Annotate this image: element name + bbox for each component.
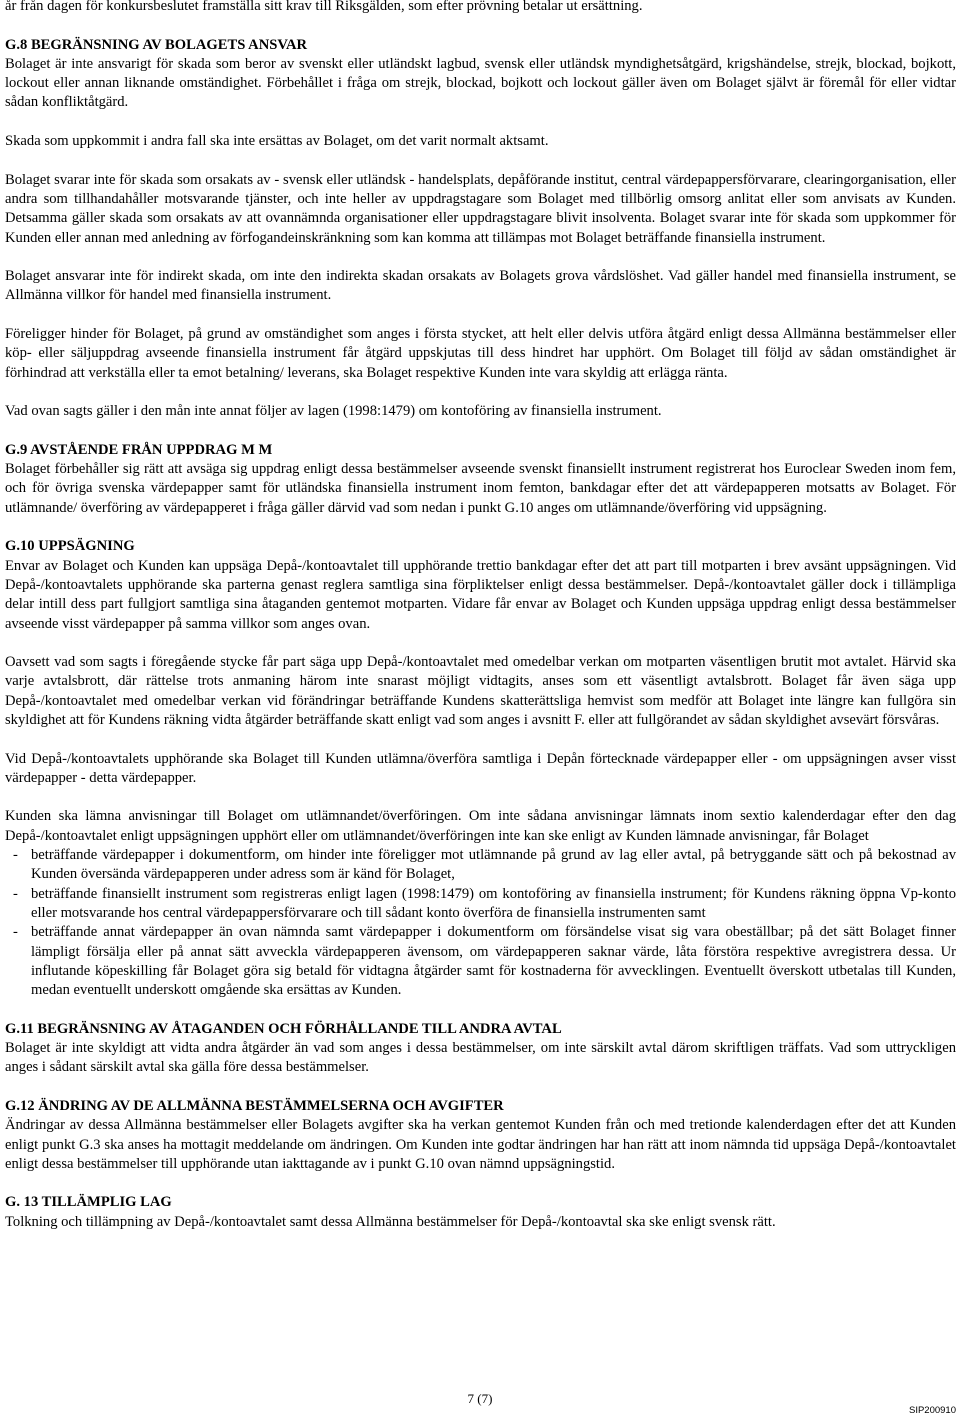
document-code: SIP200910 bbox=[908, 1405, 956, 1416]
paragraph: Föreligger hinder för Bolaget, på grund av omständighet som anges i första stycket, att helt eller delvis utföra åtgärd enligt dessa Allmänna bestämmelser eller köp- eller säljuppdrag avseende finansiella instrument får åtgärd uppskjutas till dess hindret har upphört. Om Bolaget till följd av sådan omständighet är förhindrad att verkställa eller ta emot betalning/ leverans, ska Bolaget respektive Kunden inte vara skyldig att erlägga ränta. bbox=[5, 326, 956, 381]
intro-paragraph: år från dagen för konkursbeslutet framställa sitt krav till Riksgälden, som efter prövning betalar ut ersättning. bbox=[5, 0, 643, 14]
section-heading-g11: G.11 BEGRÄNSNING AV ÅTAGANDEN OCH FÖRHÅLLANDE TILL ANDRA AVTAL bbox=[5, 1020, 562, 1037]
paragraph: Bolaget är inte ansvarigt för skada som beror av svenskt eller utländskt lagbud, svensk eller utländsk myndighetsåtgärd, krigshändelse, strejk, blockad, bojkott, lockout eller annan liknande omständighet. Förbehållet i fråga om strejk, blockad, bojkott och lockout gäller även om Bolaget självt är föremål för eller vidtar sådan konfliktåtgärd. bbox=[5, 55, 956, 111]
paragraph: Oavsett vad som sagts i föregående stycke får part säga upp Depå-/kontoavtalet med omedelbar verkan om motparten väsentligen brutit mot avtalet. Härvid ska varje avtalsbrott, där rättelse trots anmaning härom inte snarast möjligt vidtagits, anses som ett väsentligt avtalsbrott. Bolaget får även säga upp Depå-/kontoavtalet med omedelbar verkan vid förändringar beträffande Kundens skatterättsliga hemvist som medför att Bolaget inte längre kan fullgöra sin skyldighet att för Kundens räkning vidta åtgärder beträffande skatt enligt vad som anges i avsnitt F. eller att fullgörandet av sådan skyldighet avsevärt försvåras. bbox=[5, 654, 956, 728]
list-item bbox=[5, 923, 956, 1000]
paragraph: Tolkning och tillämpning av Depå-/kontoavtalet samt dessa Allmänna bestämmelser för Depå-/kontoavtal ska ske enligt svensk rätt. bbox=[5, 1213, 776, 1230]
paragraph: Vid Depå-/kontoavtalets upphörande ska Bolaget till Kunden utlämna/överföra samtliga i Depån förtecknade värdepapper eller - om uppsägningen avser visst värdepapper - detta värdepapper. bbox=[5, 750, 956, 786]
document-page bbox=[5, 0, 956, 1232]
page-number: 7 (7) bbox=[467, 1391, 493, 1406]
dash-list bbox=[5, 846, 956, 1000]
list-item bbox=[5, 846, 956, 885]
paragraph: Envar av Bolaget och Kunden kan uppsäga Depå-/kontoavtalet till upphörande trettio bankdagar efter det att part till motparten i brev avsänt uppsägningen. Vid Depå-/kontoavtalets upphörande ska parterna genast reglera samtliga sina förpliktelser enligt dessa bestämmelser. Depå-/kontoavtalet gäller dock i tillämpliga delar intill dess part fullgjort samtliga sina åtaganden gentemot motparten. Vidare får envar av Bolaget och Kunden uppsäga uppdrag enligt dessa bestämmelser avseende visst värdepapper på samma villkor som anges ovan. bbox=[5, 557, 956, 632]
list-item-text: beträffande annat värdepapper än ovan nämnda samt värdepapper i dokumentform om försändelse visat sig vara obeställbar; på det sätt Bolaget finner lämpligt försälja eller på annat sätt avveckla värdepapperen ävensom, om värdepapperen saknar värde, låta förstöra respektive avregistrera dessa. Ur influtande köpeskilling får Bolaget göra sig betald för vidtagna åtgärder samt för kostnaderna för avvecklingen. Eventuellt överskott utbetalas till Kunden, medan eventuellt underskott omgående ska ersättas av Kunden. bbox=[31, 924, 956, 999]
dash-marker: - bbox=[13, 847, 18, 864]
list-item-text: beträffande finansiellt instrument som registreras enligt lagen (1998:1479) om kontoföring av finansiella instrument; för Kundens räkning öppna Vp-konto eller motsvarande hos central värdepappersförvarare och till sådant konto överföra de finansiella instrumenten samt bbox=[31, 885, 956, 921]
paragraph: Bolaget är inte skyldigt att vidta andra åtgärder än vad som anges i dessa bestämmelser, om inte särskilt avtal därom skriftligen träffats. Vad som uttryckligen anges i sådant särskilt avtal ska gälla före dessa bestämmelser. bbox=[5, 1040, 956, 1076]
paragraph: Skada som uppkommit i andra fall ska inte ersättas av Bolaget, om det varit normalt aktsamt. bbox=[5, 133, 549, 150]
section-heading-g13: G. 13 TILLÄMPLIG LAG bbox=[5, 1194, 172, 1211]
list-item bbox=[5, 885, 956, 924]
paragraph: Bolaget svarar inte för skada som orsakats av - svensk eller utländsk - handelsplats, depåförande institut, central värdepappersförvarare, clearingorganisation, eller andra som tillhandahåller motsvarande tjänster, och inte heller av uppdragstagare som Bolaget med tillbörlig omsorg anlitat eller som anvisats av Kunden. Detsamma gäller skada som orsakats av att ovannämnda organisationer eller uppdragstagare blivit insolventa. Bolaget svarar inte för skada som uppkommer för Kunden eller annan med anledning av förfogandeinskränkning som kan komma att tillämpas mot Bolaget beträffande finansiella instrument. bbox=[5, 171, 956, 246]
section-heading-g10: G.10 UPPSÄGNING bbox=[5, 538, 135, 555]
section-heading-g12: G.12 ÄNDRING AV DE ALLMÄNNA BESTÄMMELSERNA OCH AVGIFTER bbox=[5, 1097, 504, 1114]
dash-marker: - bbox=[13, 924, 18, 941]
section-heading-g9: G.9 AVSTÅENDE FRÅN UPPDRAG M M bbox=[5, 441, 273, 458]
list-item-text: beträffande värdepapper i dokumentform, om hinder inte föreligger mot utlämnande på grund av lag eller avtal, på betryggande sätt och på bekostnad av Kunden översända värdepapperen under adress som är känd för Bolaget, bbox=[31, 847, 956, 883]
paragraph: Vad ovan sagts gäller i den mån inte annat följer av lagen (1998:1479) om kontoföring av finansiella instrument. bbox=[5, 403, 662, 420]
section-heading-g8: G.8 BEGRÄNSNING AV BOLAGETS ANSVAR bbox=[5, 36, 308, 53]
paragraph: Ändringar av dessa Allmänna bestämmelser eller Bolagets avgifter ska ha verkan gentemot Kunden från och med tretionde kalenderdagen efter det att Kunden enligt punkt G.3 ska anses ha mottagit meddelande om ändringen. Om Kunden inte godtar ändringen har han rätt att inom nämnda tid uppsäga Depå-/kontoavtalet enligt dessa bestämmelser till upphörande utan iakttagande av i punkt G.10 ovan nämnd uppsägningstid. bbox=[5, 1117, 956, 1172]
dash-marker: - bbox=[13, 885, 18, 902]
paragraph: Bolaget förbehåller sig rätt att avsäga sig uppdrag enligt dessa bestämmelser avseende svenskt finansiellt instrument registrerat hos Euroclear Sweden inom fem, och för övriga svenska värdepapper samt för utländska finansiella instrument inom femton, bankdagar efter det att värdepapperen motsatts av Bolaget. För utlämnande/ överföring av värdepapperet i fråga gäller därvid vad som nedan i punkt G.10 anges om utlämnande/överföring vid uppsägning. bbox=[5, 461, 956, 516]
paragraph: Bolaget ansvarar inte för indirekt skada, om inte den indirekta skadan orsakats av Bolagets grova vårdslöshet. Vad gäller handel med finansiella instrument, se Allmänna villkor för handel med finansiella instrument. bbox=[5, 268, 956, 304]
paragraph: Kunden ska lämna anvisningar till Bolaget om utlämnandet/överföringen. Om inte sådana anvisningar lämnats inom sextio kalenderdagar efter den dag Depå-/kontoavtalet enligt uppsägningen upphört eller om utlämnandet/överföringen inte kan ske enligt av Kunden lämnade anvisningar, får Bolaget bbox=[5, 808, 956, 844]
